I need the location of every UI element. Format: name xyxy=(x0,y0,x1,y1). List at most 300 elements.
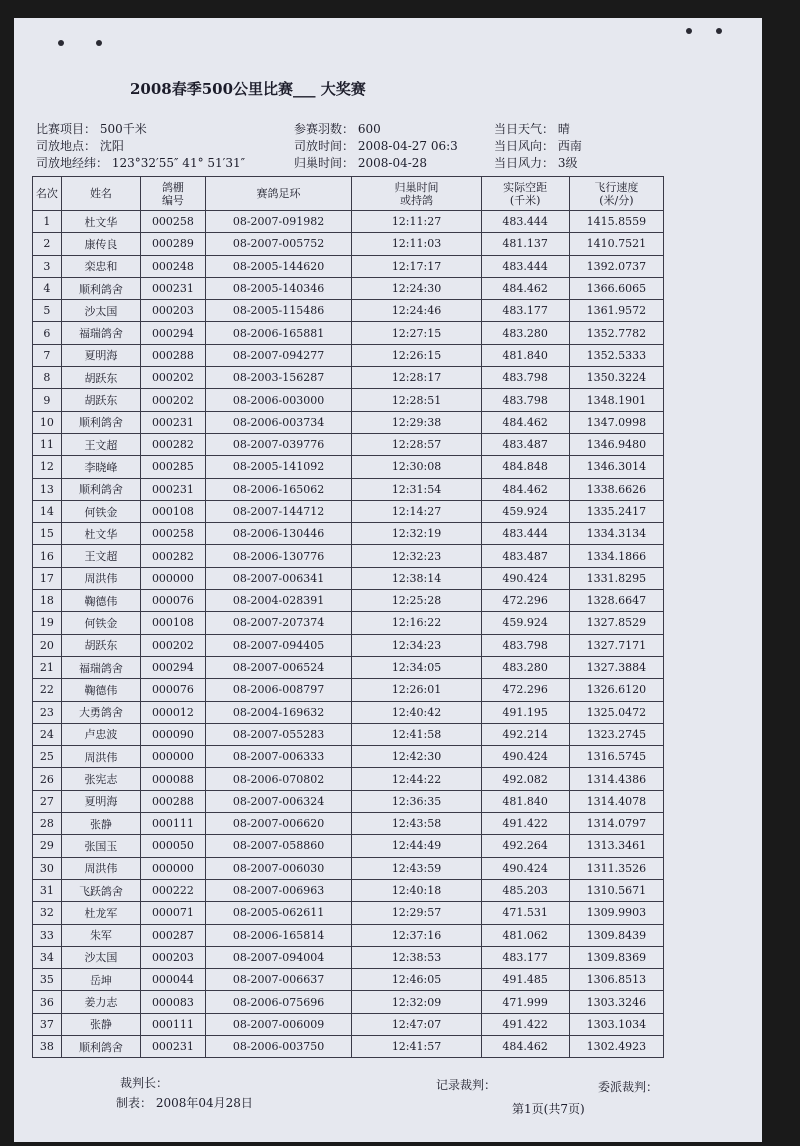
cell-loft: 000012 xyxy=(141,701,206,723)
cell-rank: 26 xyxy=(33,768,62,790)
cell-distance: 483.487 xyxy=(481,433,569,455)
cell-distance: 483.444 xyxy=(481,255,569,277)
cell-time: 12:28:17 xyxy=(352,367,481,389)
table-header-row xyxy=(33,177,664,211)
cell-time: 12:29:38 xyxy=(352,411,481,433)
cell-ring: 08-2007-005752 xyxy=(205,233,352,255)
wind-force-value: 3级 xyxy=(557,156,578,170)
cell-distance: 490.424 xyxy=(481,746,569,768)
cell-ring: 08-2005-115486 xyxy=(205,300,352,322)
table-row xyxy=(33,500,664,522)
cell-ring: 08-2006-003000 xyxy=(205,389,352,411)
cell-rank: 19 xyxy=(33,612,62,634)
punch-hole xyxy=(716,28,722,34)
cell-ring: 08-2007-091982 xyxy=(205,211,352,233)
return-time-value: 2008-04-28 xyxy=(357,156,428,170)
cell-distance: 471.999 xyxy=(481,991,569,1013)
table-row xyxy=(33,300,664,322)
cell-loft: 000083 xyxy=(141,991,206,1013)
cell-name: 顺利鸽舍 xyxy=(61,411,141,433)
cell-loft: 000282 xyxy=(141,545,206,567)
cell-speed: 1313.3461 xyxy=(569,835,663,857)
cell-rank: 15 xyxy=(33,523,62,545)
cell-rank: 31 xyxy=(33,879,62,901)
cell-rank: 9 xyxy=(33,389,62,411)
table-row xyxy=(33,233,664,255)
cell-rank: 21 xyxy=(33,656,62,678)
cell-ring: 08-2007-006030 xyxy=(205,857,352,879)
cell-ring: 08-2007-006963 xyxy=(205,879,352,901)
coords-label: 司放地经纬： xyxy=(36,156,109,170)
table-row xyxy=(33,969,664,991)
table-row xyxy=(33,612,664,634)
cell-rank: 4 xyxy=(33,277,62,299)
table-row xyxy=(33,478,664,500)
cell-rank: 18 xyxy=(33,590,62,612)
cell-speed: 1410.7521 xyxy=(569,233,663,255)
cell-time: 12:34:23 xyxy=(352,634,481,656)
cell-rank: 11 xyxy=(33,433,62,455)
cell-speed: 1347.0998 xyxy=(569,411,663,433)
cell-loft: 000231 xyxy=(141,1035,206,1057)
cell-name: 沙太国 xyxy=(61,300,141,322)
cell-distance: 491.195 xyxy=(481,701,569,723)
table-row xyxy=(33,545,664,567)
cell-loft: 000071 xyxy=(141,902,206,924)
cell-speed: 1346.9480 xyxy=(569,433,663,455)
cell-name: 栾忠和 xyxy=(61,255,141,277)
cell-name: 周洪伟 xyxy=(61,857,141,879)
cell-rank: 3 xyxy=(33,255,62,277)
cell-ring: 08-2007-058860 xyxy=(205,835,352,857)
cell-ring: 08-2007-006333 xyxy=(205,746,352,768)
cell-speed: 1338.6626 xyxy=(569,478,663,500)
cell-time: 12:30:08 xyxy=(352,456,481,478)
cell-loft: 000044 xyxy=(141,969,206,991)
table-row xyxy=(33,1035,664,1057)
cell-time: 12:29:57 xyxy=(352,902,481,924)
cell-ring: 08-2007-006324 xyxy=(205,790,352,812)
cell-distance: 483.798 xyxy=(481,389,569,411)
cell-distance: 472.296 xyxy=(481,590,569,612)
cell-name: 胡跃东 xyxy=(61,389,141,411)
wind-dir-label: 当日风向： xyxy=(494,139,555,153)
cell-distance: 471.531 xyxy=(481,902,569,924)
page-number: 第1页(共7页) xyxy=(512,1102,585,1116)
cell-distance: 484.848 xyxy=(481,456,569,478)
cell-distance: 491.422 xyxy=(481,813,569,835)
release-place-value: 沈阳 xyxy=(99,139,124,153)
cell-loft: 000202 xyxy=(141,634,206,656)
cell-name: 朱军 xyxy=(61,924,141,946)
table-row xyxy=(33,679,664,701)
cell-ring: 08-2007-094004 xyxy=(205,946,352,968)
cell-time: 12:34:05 xyxy=(352,656,481,678)
cell-name: 卢忠波 xyxy=(61,723,141,745)
cell-distance: 483.177 xyxy=(481,300,569,322)
cell-ring: 08-2007-006620 xyxy=(205,813,352,835)
cell-speed: 1311.3526 xyxy=(569,857,663,879)
weather-value: 晴 xyxy=(557,122,570,136)
cell-time: 12:24:30 xyxy=(352,277,481,299)
release-time-info xyxy=(294,137,458,154)
cell-distance: 472.296 xyxy=(481,679,569,701)
cell-distance: 481.840 xyxy=(481,790,569,812)
table-row xyxy=(33,456,664,478)
table-body xyxy=(33,211,664,1058)
cell-speed: 1314.4078 xyxy=(569,790,663,812)
table-row xyxy=(33,590,664,612)
table-row xyxy=(33,322,664,344)
cell-name: 王文超 xyxy=(61,433,141,455)
cell-name: 鞠德伟 xyxy=(61,590,141,612)
entries-value: 600 xyxy=(357,122,381,136)
cell-ring: 08-2005-140346 xyxy=(205,277,352,299)
cell-loft: 000000 xyxy=(141,857,206,879)
cell-speed: 1325.0472 xyxy=(569,701,663,723)
cell-time: 12:40:42 xyxy=(352,701,481,723)
cell-ring: 08-2006-003750 xyxy=(205,1035,352,1057)
cell-rank: 38 xyxy=(33,1035,62,1057)
cell-ring: 08-2006-130446 xyxy=(205,523,352,545)
cell-name: 张宪志 xyxy=(61,768,141,790)
cell-time: 12:36:35 xyxy=(352,790,481,812)
cell-loft: 000282 xyxy=(141,433,206,455)
cell-rank: 1 xyxy=(33,211,62,233)
cell-speed: 1352.5333 xyxy=(569,344,663,366)
cell-name: 鞠德伟 xyxy=(61,679,141,701)
table-row xyxy=(33,634,664,656)
cell-ring: 08-2007-207374 xyxy=(205,612,352,634)
cell-speed: 1327.8529 xyxy=(569,612,663,634)
wind-dir-value: 西南 xyxy=(557,139,582,153)
cell-distance: 483.444 xyxy=(481,211,569,233)
page-title: 2008春季500公里比赛___ 大奖赛 xyxy=(130,80,366,98)
cell-ring: 08-2006-008797 xyxy=(205,679,352,701)
cell-name: 杜龙军 xyxy=(61,902,141,924)
cell-rank: 6 xyxy=(33,322,62,344)
cell-rank: 25 xyxy=(33,746,62,768)
cell-rank: 37 xyxy=(33,1013,62,1035)
cell-distance: 483.177 xyxy=(481,946,569,968)
cell-loft: 000000 xyxy=(141,746,206,768)
cell-rank: 35 xyxy=(33,969,62,991)
weather-info xyxy=(494,120,570,137)
cell-ring: 08-2006-075696 xyxy=(205,991,352,1013)
cell-time: 12:24:46 xyxy=(352,300,481,322)
cell-rank: 20 xyxy=(33,634,62,656)
cell-loft: 000202 xyxy=(141,389,206,411)
cell-rank: 7 xyxy=(33,344,62,366)
cell-time: 12:26:15 xyxy=(352,344,481,366)
cell-ring: 08-2004-169632 xyxy=(205,701,352,723)
cell-loft: 000258 xyxy=(141,211,206,233)
cell-time: 12:43:59 xyxy=(352,857,481,879)
cell-distance: 485.203 xyxy=(481,879,569,901)
cell-time: 12:26:01 xyxy=(352,679,481,701)
cell-ring: 08-2007-006637 xyxy=(205,969,352,991)
cell-name: 夏明海 xyxy=(61,790,141,812)
cell-speed: 1314.4386 xyxy=(569,768,663,790)
table-row xyxy=(33,813,664,835)
table-row xyxy=(33,255,664,277)
table-row xyxy=(33,567,664,589)
cell-time: 12:38:14 xyxy=(352,567,481,589)
header-name: 姓名 xyxy=(61,177,141,211)
results-table xyxy=(32,176,664,1058)
cell-rank: 16 xyxy=(33,545,62,567)
cell-distance: 484.462 xyxy=(481,277,569,299)
cell-rank: 10 xyxy=(33,411,62,433)
table-row xyxy=(33,1013,664,1035)
cell-loft: 000288 xyxy=(141,344,206,366)
project-label: 比赛项目： xyxy=(36,122,97,136)
cell-speed: 1303.1034 xyxy=(569,1013,663,1035)
header-speed: 飞行速度 (米/分) xyxy=(569,177,663,211)
cell-name: 胡跃东 xyxy=(61,634,141,656)
cell-distance: 492.264 xyxy=(481,835,569,857)
cell-speed: 1335.2417 xyxy=(569,500,663,522)
cell-speed: 1346.3014 xyxy=(569,456,663,478)
cell-speed: 1323.2745 xyxy=(569,723,663,745)
cell-loft: 000231 xyxy=(141,277,206,299)
cell-speed: 1331.8295 xyxy=(569,567,663,589)
cell-distance: 483.798 xyxy=(481,367,569,389)
cell-distance: 491.422 xyxy=(481,1013,569,1035)
cell-distance: 484.462 xyxy=(481,478,569,500)
cell-time: 12:32:19 xyxy=(352,523,481,545)
cell-distance: 481.137 xyxy=(481,233,569,255)
cell-distance: 491.485 xyxy=(481,969,569,991)
coords-value: 123°32′55″ 41° 51′31″ xyxy=(111,156,246,170)
cell-speed: 1316.5745 xyxy=(569,746,663,768)
table-row xyxy=(33,367,664,389)
cell-name: 顺利鸽舍 xyxy=(61,478,141,500)
cell-distance: 492.082 xyxy=(481,768,569,790)
cell-name: 岳坤 xyxy=(61,969,141,991)
cell-rank: 36 xyxy=(33,991,62,1013)
cell-time: 12:11:03 xyxy=(352,233,481,255)
cell-loft: 000294 xyxy=(141,656,206,678)
cell-time: 12:44:22 xyxy=(352,768,481,790)
cell-time: 12:32:23 xyxy=(352,545,481,567)
cell-speed: 1366.6065 xyxy=(569,277,663,299)
recorder-label: 记录裁判： xyxy=(436,1078,497,1092)
cell-ring: 08-2006-130776 xyxy=(205,545,352,567)
cell-rank: 33 xyxy=(33,924,62,946)
cell-ring: 08-2007-094405 xyxy=(205,634,352,656)
cell-name: 何铁金 xyxy=(61,500,141,522)
cell-time: 12:41:57 xyxy=(352,1035,481,1057)
cell-speed: 1306.8513 xyxy=(569,969,663,991)
cell-time: 12:28:57 xyxy=(352,433,481,455)
cell-name: 顺利鸽舍 xyxy=(61,277,141,299)
cell-ring: 08-2007-055283 xyxy=(205,723,352,745)
cell-rank: 24 xyxy=(33,723,62,745)
cell-time: 12:16:22 xyxy=(352,612,481,634)
table-row xyxy=(33,433,664,455)
table-row xyxy=(33,344,664,366)
cell-speed: 1415.8559 xyxy=(569,211,663,233)
cell-time: 12:41:58 xyxy=(352,723,481,745)
cell-rank: 2 xyxy=(33,233,62,255)
cell-time: 12:44:49 xyxy=(352,835,481,857)
cell-speed: 1392.0737 xyxy=(569,255,663,277)
cell-rank: 22 xyxy=(33,679,62,701)
cell-speed: 1314.0797 xyxy=(569,813,663,835)
cell-loft: 000289 xyxy=(141,233,206,255)
cell-name: 顺利鸽舍 xyxy=(61,1035,141,1057)
cell-speed: 1302.4923 xyxy=(569,1035,663,1057)
cell-rank: 13 xyxy=(33,478,62,500)
delegate-label: 委派裁判： xyxy=(598,1080,659,1094)
cell-distance: 459.924 xyxy=(481,500,569,522)
table-row xyxy=(33,768,664,790)
entries-label: 参赛羽数： xyxy=(294,122,355,136)
cell-loft: 000287 xyxy=(141,924,206,946)
cell-loft: 000258 xyxy=(141,523,206,545)
cell-loft: 000108 xyxy=(141,612,206,634)
cell-speed: 1309.8369 xyxy=(569,946,663,968)
coords-info xyxy=(36,154,245,171)
cell-loft: 000108 xyxy=(141,500,206,522)
cell-speed: 1309.8439 xyxy=(569,924,663,946)
cell-name: 周洪伟 xyxy=(61,567,141,589)
cell-time: 12:37:16 xyxy=(352,924,481,946)
header-time: 归巢时间 或持鸽 xyxy=(352,177,481,211)
table-row xyxy=(33,211,664,233)
cell-loft: 000288 xyxy=(141,790,206,812)
cell-time: 12:40:18 xyxy=(352,879,481,901)
cell-loft: 000076 xyxy=(141,679,206,701)
cell-loft: 000111 xyxy=(141,1013,206,1035)
cell-name: 胡跃东 xyxy=(61,367,141,389)
cell-distance: 490.424 xyxy=(481,857,569,879)
cell-time: 12:11:27 xyxy=(352,211,481,233)
cell-rank: 30 xyxy=(33,857,62,879)
cell-ring: 08-2006-165881 xyxy=(205,322,352,344)
cell-speed: 1334.3134 xyxy=(569,523,663,545)
table-row xyxy=(33,924,664,946)
cell-ring: 08-2007-006009 xyxy=(205,1013,352,1035)
cell-name: 张静 xyxy=(61,1013,141,1035)
cell-time: 12:46:05 xyxy=(352,969,481,991)
cell-ring: 08-2005-062611 xyxy=(205,902,352,924)
cell-ring: 08-2005-141092 xyxy=(205,456,352,478)
cell-speed: 1327.3884 xyxy=(569,656,663,678)
header-loft: 鸽棚 编号 xyxy=(141,177,206,211)
table-row xyxy=(33,857,664,879)
cell-loft: 000222 xyxy=(141,879,206,901)
cell-time: 12:32:09 xyxy=(352,991,481,1013)
cell-speed: 1328.6647 xyxy=(569,590,663,612)
table-row xyxy=(33,701,664,723)
release-time-value: 2008-04-27 06:3 xyxy=(357,139,458,153)
table-row xyxy=(33,411,664,433)
cell-ring: 08-2006-070802 xyxy=(205,768,352,790)
made-date: 制表： 2008年04月28日 xyxy=(116,1096,253,1110)
table-row xyxy=(33,723,664,745)
cell-ring: 08-2003-156287 xyxy=(205,367,352,389)
cell-name: 沙太国 xyxy=(61,946,141,968)
cell-rank: 34 xyxy=(33,946,62,968)
cell-ring: 08-2007-006524 xyxy=(205,656,352,678)
cell-distance: 483.798 xyxy=(481,634,569,656)
cell-rank: 27 xyxy=(33,790,62,812)
cell-time: 12:31:54 xyxy=(352,478,481,500)
cell-ring: 08-2007-006341 xyxy=(205,567,352,589)
cell-rank: 28 xyxy=(33,813,62,835)
cell-distance: 481.840 xyxy=(481,344,569,366)
cell-name: 福瑞鸽舍 xyxy=(61,656,141,678)
cell-rank: 12 xyxy=(33,456,62,478)
cell-time: 12:17:17 xyxy=(352,255,481,277)
cell-speed: 1352.7782 xyxy=(569,322,663,344)
chief-judge-label: 裁判长： xyxy=(120,1076,169,1090)
cell-name: 大勇鸽舍 xyxy=(61,701,141,723)
cell-time: 12:25:28 xyxy=(352,590,481,612)
cell-distance: 483.280 xyxy=(481,322,569,344)
cell-loft: 000248 xyxy=(141,255,206,277)
cell-ring: 08-2005-144620 xyxy=(205,255,352,277)
cell-distance: 484.462 xyxy=(481,1035,569,1057)
cell-distance: 483.444 xyxy=(481,523,569,545)
cell-name: 杜文华 xyxy=(61,211,141,233)
return-time-label: 归巢时间： xyxy=(294,156,355,170)
table-row xyxy=(33,991,664,1013)
cell-speed: 1309.9903 xyxy=(569,902,663,924)
punch-hole xyxy=(686,28,692,34)
cell-loft: 000000 xyxy=(141,567,206,589)
table-row xyxy=(33,389,664,411)
cell-distance: 459.924 xyxy=(481,612,569,634)
cell-ring: 08-2006-165814 xyxy=(205,924,352,946)
cell-name: 福瑞鸽舍 xyxy=(61,322,141,344)
cell-ring: 08-2007-144712 xyxy=(205,500,352,522)
cell-loft: 000294 xyxy=(141,322,206,344)
cell-ring: 08-2007-094277 xyxy=(205,344,352,366)
cell-loft: 000090 xyxy=(141,723,206,745)
cell-time: 12:42:30 xyxy=(352,746,481,768)
release-time-label: 司放时间： xyxy=(294,139,355,153)
table-row xyxy=(33,879,664,901)
cell-rank: 32 xyxy=(33,902,62,924)
table-row xyxy=(33,835,664,857)
cell-loft: 000088 xyxy=(141,768,206,790)
cell-rank: 17 xyxy=(33,567,62,589)
wind-dir-info xyxy=(494,137,582,154)
cell-loft: 000231 xyxy=(141,478,206,500)
project-info xyxy=(36,120,147,137)
cell-name: 杜文华 xyxy=(61,523,141,545)
table-row xyxy=(33,656,664,678)
cell-ring: 08-2006-003734 xyxy=(205,411,352,433)
cell-distance: 492.214 xyxy=(481,723,569,745)
cell-name: 康传良 xyxy=(61,233,141,255)
cell-loft: 000231 xyxy=(141,411,206,433)
cell-distance: 490.424 xyxy=(481,567,569,589)
table-row xyxy=(33,746,664,768)
cell-name: 姜力志 xyxy=(61,991,141,1013)
cell-loft: 000203 xyxy=(141,946,206,968)
cell-speed: 1303.3246 xyxy=(569,991,663,1013)
header-ring: 赛鸽足环 xyxy=(205,177,352,211)
wind-force-info xyxy=(494,154,577,171)
cell-loft: 000111 xyxy=(141,813,206,835)
cell-rank: 8 xyxy=(33,367,62,389)
cell-loft: 000050 xyxy=(141,835,206,857)
cell-name: 张静 xyxy=(61,813,141,835)
